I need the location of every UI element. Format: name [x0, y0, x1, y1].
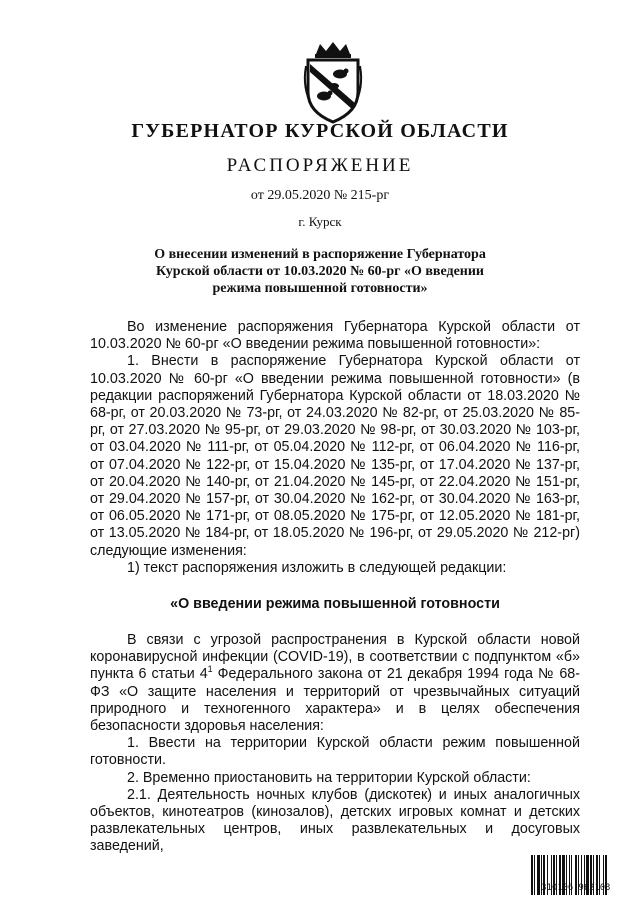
- point-1-paragraph: 1. Внести в распоряжение Губернатора Курской области от 10.03.2020 № 60-рг «О введении режима повышенной готовности» (в редакции распоряжений Губернатора Курской области от 18.03.2020 № 68-рг, от 20.03.2020 № 73-рг, от 24.03.2020 № 82-рг, от 25.03.2020 № 85-рг, от 27.03.2020 № 95-рг, от 29.03.2020 № 98-рг, от 30.03.2020 № 103-рг, от 03.04.2020 № 111-рг, от 05.04.2020 № 112-рг, от 06.04.2020 № 116-рг, от 07.04.2020 № 122-рг, от 15.04.2020 № 135-рг, от 17.04.2020 № 137-рг, от 20.04.2020 № 140-рг, от 21.04.2020 № 145-рг, от 22.04.2020 № 151-рг, от 29.04.2020 № 157-рг, от 30.04.2020 № 162-рг, от 30.04.2020 № 163-рг, от 06.05.2020 № 171-рг, от 08.05.2020 № 175-рг, от 12.05.2020 № 181-рг, от 13.05.2020 № 184-рг, от 18.05.2020 № 196-рг, от 29.05.2020 № 212-рг) следующие изменения:: [90, 353, 580, 559]
- article-superscript: 1: [207, 664, 213, 675]
- document-subject: [0, 246, 640, 297]
- document-city: г. Курск: [298, 214, 342, 229]
- governor-title: ГУБЕРНАТОР КУРСКОЙ ОБЛАСТИ: [131, 120, 509, 142]
- intro-paragraph: Во изменение распоряжения Губернатора Курской области от 10.03.2020 № 60-рг «О введении режима повышенной готовности»:: [90, 319, 580, 353]
- redaction-title: «О введении режима повышенной готовности: [170, 596, 500, 612]
- item-2-paragraph: 2. Временно приостановить на территории Курской области:: [127, 769, 531, 786]
- document-body-part-1: [90, 319, 580, 577]
- document-body-part-2: [90, 632, 580, 856]
- preamble-text-end: Федерального закона от 21 декабря 1994 года № 68-ФЗ «О защите населения и территорий от чрезвычайных ситуаций природного и техногенного характера» и в целях обеспечения безопасности здоровья населения:: [90, 666, 581, 735]
- document-date-number: от 29.05.2020 № 215-рг: [250, 188, 390, 203]
- item-2-1-paragraph: 2.1. Деятельность ночных клубов (дискотек) и иных аналогичных объектов, кинотеатров (кинозалов), детских игровых комнат и детских развлекательных центров, иных развлекательных и досуговых заведений,: [90, 786, 580, 855]
- kursk-coat-of-arms-icon: [300, 40, 366, 124]
- document-type: РАСПОРЯЖЕНИЕ: [226, 155, 414, 176]
- preamble-paragraph: [90, 632, 580, 735]
- barcode-number: 310106 962103: [541, 883, 611, 893]
- subject-line: режима повышенной готовности»: [212, 281, 428, 296]
- subject-line: Курской области от 10.03.2020 № 60-рг «О введении: [155, 264, 484, 279]
- subpoint-1-paragraph: 1) текст распоряжения изложить в следующей редакции:: [127, 559, 507, 576]
- subject-line: О внесении изменений в распоряжение Губернатора: [154, 247, 486, 262]
- item-1-paragraph: 1. Ввести на территории Курской области режим повышенной готовности.: [90, 735, 580, 769]
- preamble-text-start: В связи с угрозой распространения в Курской области новой коронавирусной инфекции (COVID-19), в соответствии с подпунктом «б» пункта 6 статьи 4: [90, 632, 580, 683]
